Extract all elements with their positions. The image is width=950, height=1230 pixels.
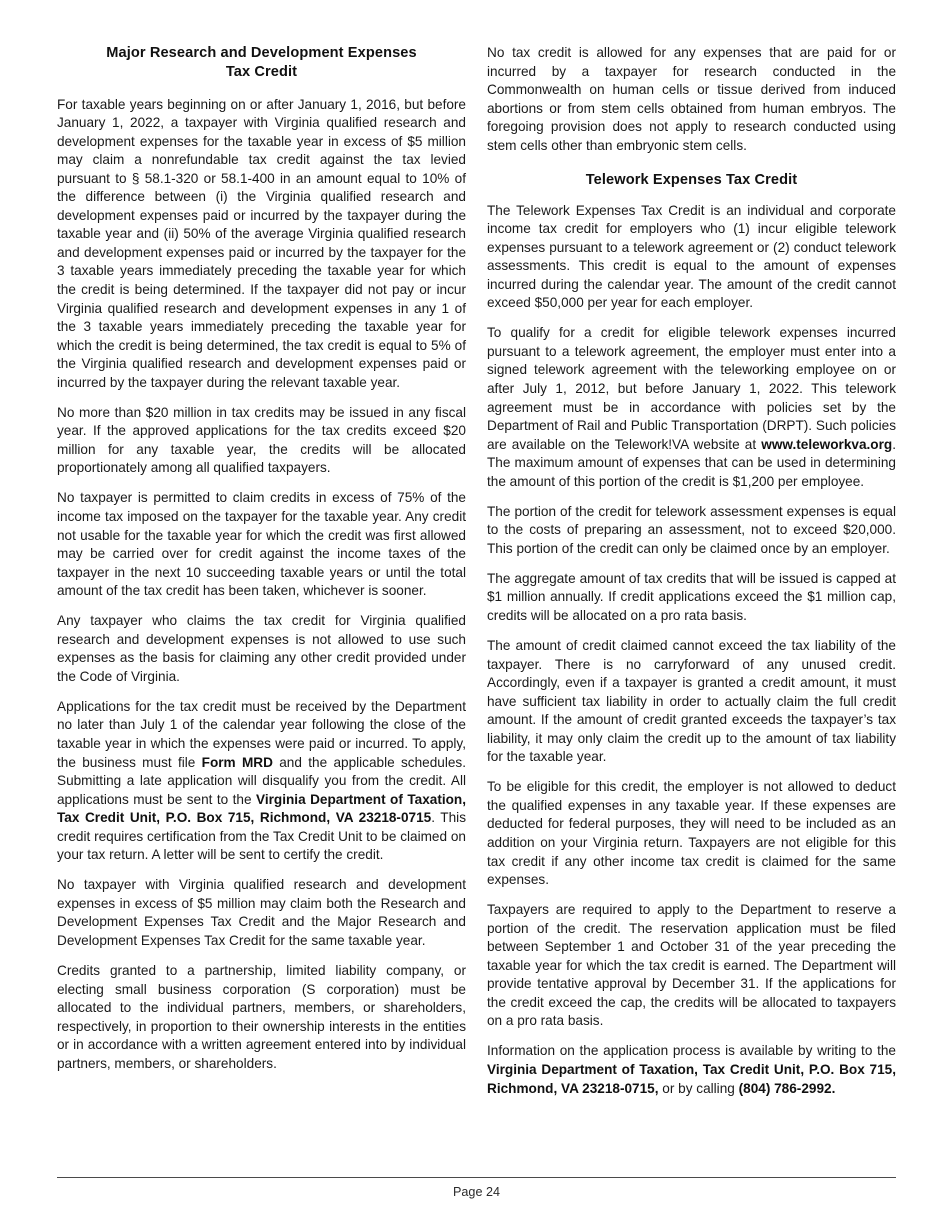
footer-divider [57,1177,896,1178]
mrd-applications-text-2: and the applicable schedules. Submitting a late application will disqualify you from the credit. All applications must be sent to the [57,754,466,807]
page-number: Page 24 [453,1184,500,1199]
telework-contact-text-1: Information on the application process is available by writing to the [487,1043,896,1059]
mrd-applications-text-1: Applications for the tax credit must be received by the Department no later than July 1 of the calendar year following the close of the taxable year in which the expenses were paid or incurred. To apply, the business must file [57,698,466,770]
paragraph-telework-reservation: Taxpayers are required to apply to the Department to reserve a portion of the credit. The reservation application must be filed between September 1 and October 31 of the year preceding the taxable year for which the tax credit is earned. The Department will provide tentative approval by December 31. If the applications for the credit exceed the cap, the credits will be allocated to taxpayers on a pro rata basis. [487,902,896,1029]
right-column [487,44,896,1098]
telework-qualify-text-2: . The maximum amount of expenses that can be used in determining the amount of this portion of the credit is $1,200 per employee. [487,436,896,489]
paragraph-mrd-claim-limit: No taxpayer is permitted to claim credits in excess of 75% of the income tax imposed on the taxpayer for the taxable year. Any credit not usable for the taxable year for which the credit was first allowed may be carried over for credit against the income taxes of the taxpayer in the next 10 succeeding taxable years or until the total amount of the tax credit has been taken, whichever is sooner. [57,490,466,599]
mrd-applications-text-3: . This credit requires certification from the Tax Credit Unit to be claimed on your tax return. A letter will be sent to certify the credit. [57,810,466,863]
page-title-line-2: Tax Credit [225,64,298,81]
page-title [57,44,466,83]
paragraph-mrd-applications [57,698,466,865]
section-heading-telework: Telework Expenses Tax Credit [585,172,798,189]
paragraph-mrd-passthrough-allocation: Credits granted to a partnership, limited liability company, or electing small business corporation (S corporation) must be allocated to the individual partners, members, or shareholders, respectively, in proportion to their ownership interests in the entities or in accordance with a written agreement entered into by individual partners, members, or shareholders. [57,963,466,1071]
paragraph-telework-contact [487,1042,896,1098]
paragraph-telework-no-deduction: To be eligible for this credit, the employer is not allowed to deduct the qualified expenses in any taxable year. If these expenses are deducted for federal purposes, they will need to be included as an addition on your Virginia return. Taxpayers are not eligible for this tax credit if any other income tax credit is claimed for the same expenses. [487,779,896,888]
paragraph-mrd-no-double-claim: No taxpayer with Virginia qualified research and development expenses in excess of $5 million may claim both the Research and Development Expenses Tax Credit and the Major Research and Development Expenses Tax Credit for the same taxable year. [57,877,466,948]
telework-contact-text-2: or by calling [658,1080,739,1096]
paragraph-mrd-annual-cap: No more than $20 million in tax credits may be issued in any fiscal year. If the approved applications for the tax credits exceed $20 million for any taxable year, the credits will be allocated proportionately among all qualified taxpayers. [57,404,466,476]
paragraph-telework-qualify [487,324,896,491]
paragraph-telework-aggregate-cap: The aggregate amount of tax credits that will be issued is capped at $1 million annually. If credit applications exceed the $1 million cap, credits will be allocated on a pro rata basis. [487,570,896,623]
paragraph-telework-overview: The Telework Expenses Tax Credit is an individual and corporate income tax credit for employers who (1) incur eligible telework expenses pursuant to a telework agreement or (2) conduct telework assessments. This credit is equal to the amount of expenses incurred during the calendar year. The amount of the credit cannot exceed $50,000 per year for each employer. [487,202,896,311]
two-column-body [57,44,896,1154]
page-title-line-1: Major Research and Development Expenses [106,45,417,61]
paragraph-mrd-other-credit: Any taxpayer who claims the tax credit for Virginia qualified research and development expenses is not allowed to use such expenses as the basis for claiming any other credit provided under the Code of Virginia. [57,613,466,684]
telework-phone-number: (804) 786-2992. [738,1080,836,1096]
paragraph-mrd-overview: For taxable years beginning on or after January 1, 2016, but before January 1, 2022, a taxpayer with Virginia qualified research and development expenses for the taxable year in excess of $5 million may claim a nonrefundable tax credit against the tax levied pursuant to § 58.1-320 or 58.1-400 in an amount equal to 10% of the difference between (i) the Virginia qualified research and development expenses paid or incurred by the taxpayer during the taxable year and (ii) 50% of the average Virginia qualified research and development expenses paid or incurred by the taxpayer for the 3 taxable years immediately preceding the taxable year for which the credit is being determined. If the taxpayer did not pay or incur Virginia qualified research and development expenses in any 1 of the 3 taxable years immediately preceding the taxable year for which the credit is being determined, the tax credit is equal to 5% of the Virginia qualified research and development expenses paid or incurred by the taxpayer during the relevant taxable year. [57,96,466,390]
teleworkva-website: www.teleworkva.org [761,436,893,452]
telework-qualify-text-1: To qualify for a credit for eligible telework expenses incurred pursuant to a telework agreement, the employer must enter into a signed telework agreement with the teleworking employee on or after July 1, 2012, but before January 1, 2022. This telework agreement must be in accordance with policies set by the Department of Rail and Public Transportation (DRPT). Such policies are available on the Telework!VA website at [487,325,896,452]
mrd-form-name: Form MRD [201,754,273,770]
paragraph-stem-cell-restriction: No tax credit is allowed for any expenses that are paid for or incurred by a taxpayer for research conducted in the Commonwealth on human cells or tissue derived from induced abortions or from stem cells obtained from human embryos. The foregoing provision does not apply to research conducted using stem cells other than embryonic stem cells. [487,45,896,153]
left-column [57,44,466,1073]
mrd-mailing-address: Virginia Department of Taxation, Tax Credit Unit, P.O. Box 715, Richmond, VA 23218-0715 [57,791,467,826]
telework-mailing-address: Virginia Department of Taxation, Tax Credit Unit, P.O. Box 715, Richmond, VA 23218-0715, [487,1062,896,1096]
page-footer [57,1177,896,1200]
paragraph-telework-assessment: The portion of the credit for telework assessment expenses is equal to the costs of preparing an assessment, not to exceed $20,000. This portion of the credit can only be claimed once by an employer. [487,503,896,556]
paragraph-telework-tax-liability: The amount of credit claimed cannot exceed the tax liability of the taxpayer. There is no carryforward of any unused credit. Accordingly, even if a taxpayer is granted a credit amount, it must have sufficient tax liability in order to actually claim the full credit amount. If the amount of credit granted exceeds the taxpayer’s tax liability, it may only claim the credit up to the amount of tax liability for the taxable year. [487,638,896,765]
